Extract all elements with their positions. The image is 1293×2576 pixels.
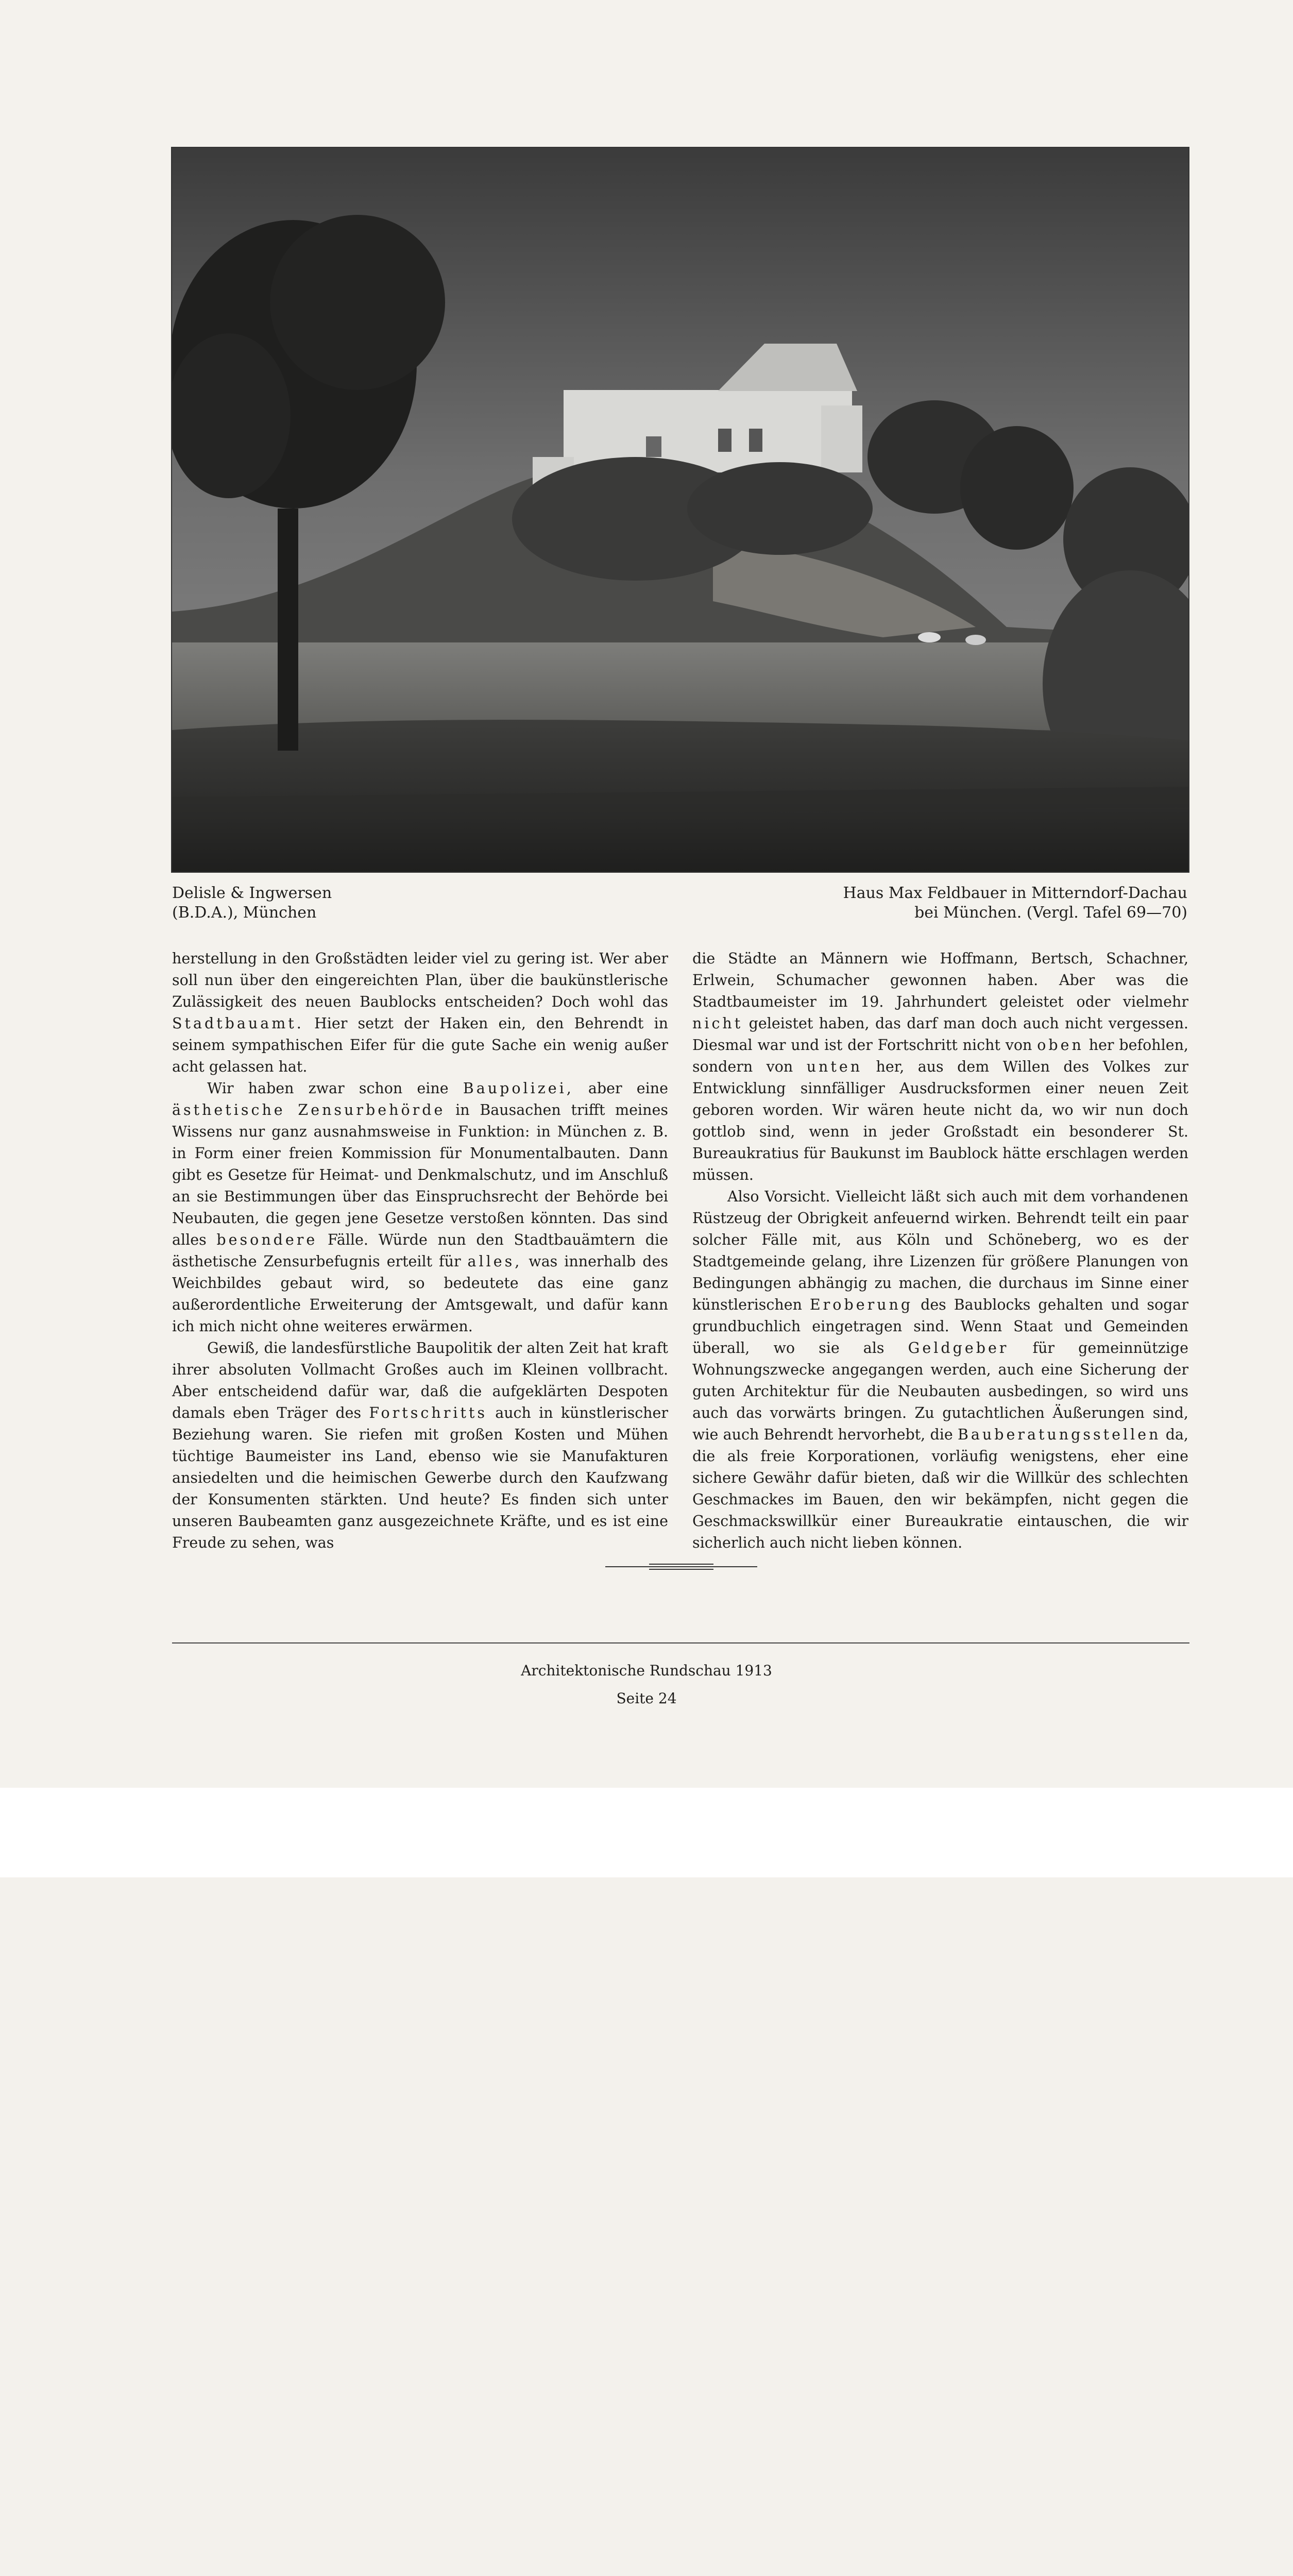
caption-architect-line1: Delisle & Ingwersen bbox=[172, 884, 332, 902]
right-p2-a: Also Vorsicht. Vielleicht läßt sich auch mit dem vorhandenen Rüstzeug der Obrigkeit anfeuernd wirken. Behrendt teilt ein paar solcher Fälle mit, aus Köln und Schöneberg, wo es der Stadtgemeinde gelang, ihre Lizenzen für größere Planungen von Bedingungen abhängig zu machen, die durchaus im Sinne einer künstlerischen bbox=[692, 1188, 1188, 1313]
digitization-footer-bar bbox=[0, 1788, 1293, 1877]
left-p1-rest: Hier setzt der Haken ein, den Behrendt in seinem sympathischen Eifer für die gute Sache ein wenig außer acht gelassen hat. bbox=[172, 1015, 668, 1075]
text-column-left bbox=[172, 948, 668, 1554]
left-p3-b: auch in künstlerischer Beziehung waren. Sie riefen mit großen Kosten und Mühen tüchtige Baumeister ins Land, ebenso wie sie Manufakturen ansiedelten und die heimischen Gewerbe durch den Kaufzwang der Konsumenten stärkten. Und heute? Es finden sich unter unseren Baubeamten ganz ausgezeichnete Kräfte, und es ist eine Freude zu sehen, was bbox=[172, 1404, 668, 1551]
right-p1-d: her, aus dem Willen des Volkes zur Entwicklung sinnfälliger Ausdrucksformen einer neuen Zeit geboren worden. Wir wären heute nicht da, wo wir nun doch gottlob sind, wenn in jeder Großstadt ein besonderer St. Bureaukratius für Baukunst im Baublock hätte erschlagen werden müssen. bbox=[692, 1058, 1188, 1183]
left-p2-a: Wir haben zwar schon eine bbox=[207, 1080, 463, 1097]
right-p1-sp1: nicht bbox=[692, 1015, 743, 1032]
left-p2-e: was innerhalb des Weichbildes gebaut wird, so bedeutete das eine ganz außerordentliche Erweiterung der Amtsgewalt, und dafür kann ich mich nicht ohne weiteres erwärmen. bbox=[172, 1253, 668, 1335]
right-p1-b: geleistet haben, das darf man doch auch nicht vergessen. Diesmal war und ist der Fortschritt nicht von bbox=[692, 1015, 1188, 1054]
left-p2-sp3: besondere bbox=[216, 1231, 318, 1248]
left-p3-a: Gewiß, die landesfürstliche Baupolitik der alten Zeit hat kraft ihrer absoluten Vollmacht Großes auch im Kleinen vollbracht. Aber entscheidend dafür war, daß die aufgeklärten Despoten damals eben Träger des bbox=[172, 1340, 668, 1421]
photo-caption-title bbox=[843, 884, 1187, 923]
right-paragraph-1 bbox=[692, 948, 1188, 1186]
caption-title-line1: Haus Max Feldbauer in Mitterndorf-Dachau bbox=[843, 884, 1187, 902]
left-p3-sp1: Fortschritts bbox=[369, 1404, 487, 1421]
right-p2-c: für gemeinnützige Wohnungszwecke angegangen werden, auch eine Sicherung der guten Architektur für die Neubauten ausbedingen, so wird uns auch das vorwärts bringen. Zu gutachtlichen Äußerungen sind, wie auch Behrendt hervorhebt, die bbox=[692, 1340, 1189, 1443]
section-divider-ornament bbox=[605, 1566, 757, 1577]
left-p2-b: aber eine bbox=[573, 1080, 669, 1097]
right-p2-sp2: Geldgeber bbox=[908, 1340, 1009, 1357]
left-p2-c: in Bausachen trifft meines Wissens nur ganz ausnahmsweise in Funktion: in München z. B. in Form einer freien Kommission für Monumentalbauten. Dann gibt es Gesetze für Heimat- und Denkmalschutz, und im Anschluß an sie Bestimmungen über das Einspruchsrecht der Behörde bei Neubauten, die gegen jene Gesetze verstoßen könnten. Das sind alles bbox=[172, 1101, 668, 1248]
left-p2-d: Fälle. Würde nun den Stadtbauämtern die ästhetische Zensurbefugnis erteilt für bbox=[172, 1231, 668, 1270]
right-p1-sp2: oben bbox=[1037, 1037, 1084, 1054]
text-column-right bbox=[692, 948, 1188, 1554]
left-paragraph-1 bbox=[172, 948, 668, 1078]
right-p1-a: die Städte an Männern wie Hoffmann, Bertsch, Schachner, Erlwein, Schumacher gewonnen haben. Aber was die Stadtbaumeister im 19. Jahrhundert geleistet oder vielmehr bbox=[692, 950, 1188, 1010]
landscape-photo-image bbox=[172, 148, 1188, 872]
left-paragraph-3 bbox=[172, 1337, 668, 1554]
caption-title-line2: bei München. (Vergl. Tafel 69—70) bbox=[914, 904, 1187, 922]
left-paragraph-2 bbox=[172, 1078, 668, 1337]
footer-page-number: Seite 24 bbox=[616, 1690, 677, 1707]
caption-architect-line2: (B.D.A.), München bbox=[172, 904, 317, 922]
footer-journal-title: Architektonische Rundschau 1913 bbox=[521, 1662, 772, 1679]
footer-rule bbox=[172, 1642, 1189, 1643]
right-p1-sp3: unten bbox=[806, 1058, 863, 1075]
right-p2-sp1: Eroberung bbox=[809, 1296, 913, 1313]
right-p1-c: her befohlen, sondern von bbox=[692, 1037, 1188, 1075]
left-p1-text: herstellung in den Großstädten leider viel zu gering ist. Wer aber soll nun über den eingereichten Plan, über die baukünstlerische Zulässigkeit des neuen Baublocks entscheiden? Doch wohl das bbox=[172, 950, 668, 1010]
left-p2-sp2: ästhetische Zensurbehörde bbox=[172, 1101, 446, 1118]
house-photograph bbox=[171, 147, 1189, 873]
right-paragraph-2 bbox=[692, 1186, 1188, 1554]
left-p2-sp1: Baupolizei, bbox=[463, 1080, 574, 1097]
photo-caption-architect bbox=[172, 884, 332, 923]
left-p1-spaced: Stadtbauamt. bbox=[172, 1015, 304, 1032]
right-p2-sp3: Bauberatungsstellen bbox=[957, 1426, 1161, 1443]
right-p2-d: da, die als freie Korporationen, vorläufig wenigstens, eher eine sichere Gewähr dafür bieten, daß wir die Willkür des schlechten Geschmackes im Bauen, den wir bekämpfen, nicht gegen die Geschmackswillkür einer Bureaukratie eintauschen, die wir sicherlich auch nicht lieben können. bbox=[692, 1426, 1188, 1551]
right-p2-b: des Baublocks gehalten und sogar grundbuchlich eingetragen sind. Wenn Staat und Gemeinden überall, wo sie als bbox=[692, 1296, 1188, 1357]
left-p2-sp4: alles, bbox=[467, 1253, 522, 1270]
